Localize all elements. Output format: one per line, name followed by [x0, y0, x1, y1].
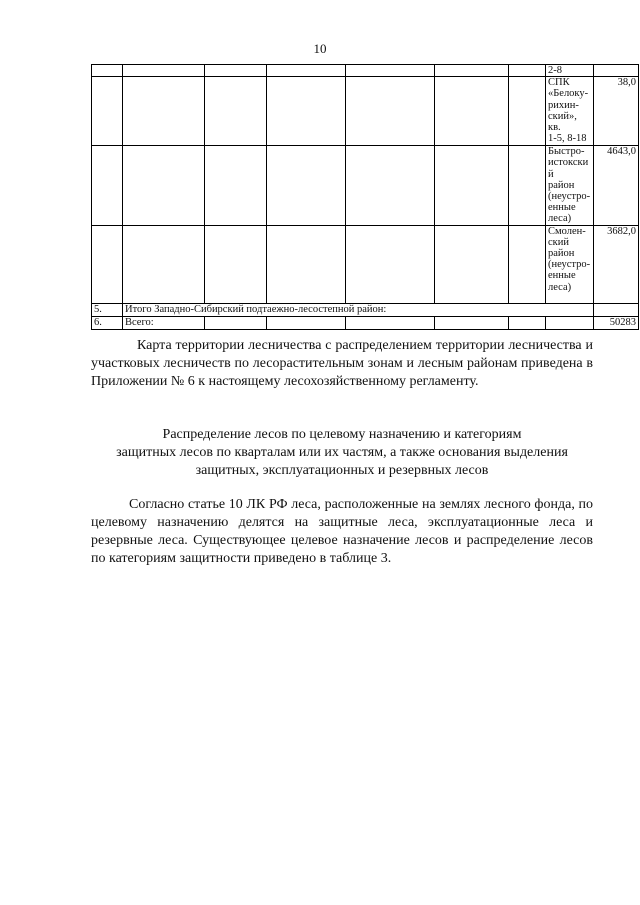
row-label: Итого Западно-Сибирский подтаежно-лесостепной район:: [123, 303, 594, 316]
table-cell-area: 4643,0: [594, 146, 639, 225]
purpose-paragraph: Согласно статье 10 ЛК РФ леса, расположенные на землях лесного фонда, по целевому назначению делятся на защитные леса, эксплуатационные леса и резервные леса. Существующее целевое назначение лесов и распределение лесов по категориям защитности приведено в таблице 3.: [91, 497, 593, 566]
summary-row-total: [92, 316, 639, 329]
table-cell-location: 2-8: [546, 65, 594, 77]
section-heading: Распределение лесов по целевому назначению и категориям защитных лесов по кварталам или их частям, а также основания выделения защитных, эксплуатационных и резервных лесов: [116, 427, 568, 478]
table-cell-area: 38,0: [594, 77, 639, 146]
row-value: 50283: [594, 316, 639, 329]
row-label: Всего:: [123, 316, 205, 329]
table-cell-area: [594, 65, 639, 77]
table-row: [92, 65, 639, 77]
row-value: [594, 303, 639, 316]
page-number: 10: [313, 41, 327, 56]
table-row: [92, 146, 639, 225]
table-cell-location: Быстро- истокский район (неустро- енные леса): [546, 146, 594, 225]
map-reference-paragraph: Карта территории лесничества с распределением территории лесничества и участковых лесничеств по лесорастительным зонам и лесным районам приведена в Приложении № 6 к настоящему лесохозяйственному регламенту.: [91, 338, 593, 389]
table-row: [92, 225, 639, 303]
table-cell-location: СПК «Белоку- рихин- ский», кв. 1-5, 8-18: [546, 77, 594, 146]
table-cell-location: Смолен- ский район (неустро- енные леса): [546, 225, 594, 303]
table-cell-area: 3682,0: [594, 225, 639, 303]
row-index: 5.: [92, 303, 123, 316]
summary-row-subtotal: [92, 303, 639, 316]
forest-distribution-table: [91, 64, 639, 330]
table-row: [92, 77, 639, 146]
row-index: 6.: [92, 316, 123, 329]
